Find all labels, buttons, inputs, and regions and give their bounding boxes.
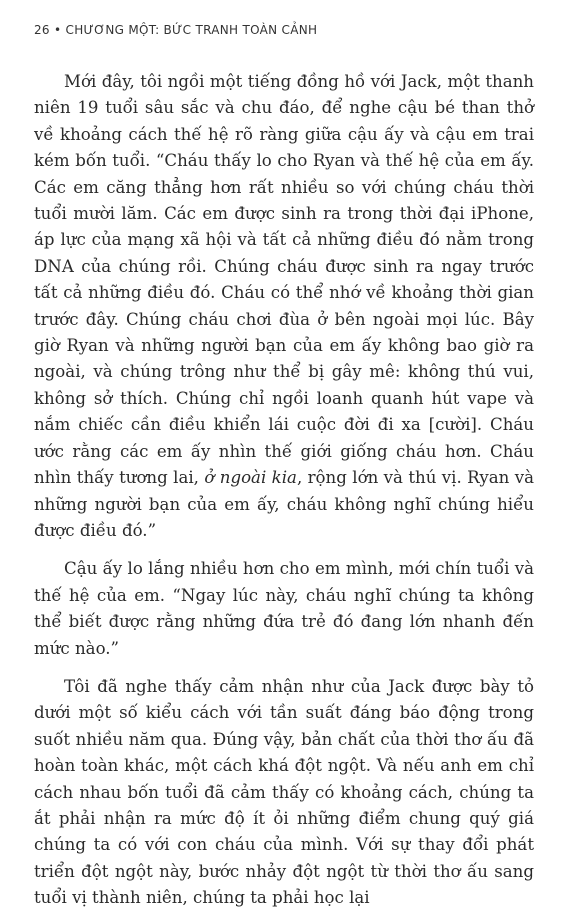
italic-phrase: ở ngoài kia — [204, 468, 297, 488]
paragraph-3: Tôi đã nghe thấy cảm nhận như của Jack được bày tỏ dưới một số kiểu cách với tần suất đáng báo động trong suốt nhiều năm qua. Đúng vậy, bản chất của thời thơ ấu đã hoàn toàn khác, một cách khá đột ngột. Và nếu anh em chỉ cách nhau bốn tuổi đã cảm thấy có khoảng cách, chúng ta ắt phải nhận ra mức độ ít ỏi những điểm chung quý giá chúng ta có với con cháu của mình. Với sự thay đổi phát triển đột ngột này, bước nhảy đột ngột từ thời thơ ấu sang tuổi vị thành niên, chúng ta phải học lại — [34, 676, 534, 908]
header-bullet: • — [54, 23, 62, 37]
chapter-title: CHƯƠNG MỘT: BỨC TRANH TOÀN CẢNH — [65, 23, 318, 37]
running-header — [34, 23, 317, 37]
body-text — [34, 69, 534, 924]
paragraph-1 — [34, 69, 534, 544]
page-number: 26 — [34, 23, 50, 37]
paragraph-2: Cậu ấy lo lắng nhiều hơn cho em mình, mới chín tuổi và thế hệ của em. “Ngay lúc này, cháu nghĩ chúng ta không thể biết được rằng những đứa trẻ đó đang lớn nhanh đến mức nào.” — [34, 559, 534, 658]
paragraph-1-text-a: Mới đây, tôi ngồi một tiếng đồng hồ với Jack, một thanh niên 19 tuổi sâu sắc và chu đáo, để nghe cậu bé than thở về khoảng cách thế hệ rõ ràng giữa cậu ấy và cậu em trai kém bốn tuổi. “Cháu thấy lo cho Ryan và thế hệ của em ấy. Các em căng thẳng hơn rất nhiều so với chúng cháu thời tuổi mười lăm. Các em được sinh ra trong thời đại iPhone, áp lực của mạng xã hội và tất cả những điều đó nằm trong DNA của chúng rồi. Chúng cháu được sinh ra ngay trước tất cả những điều đó. Cháu có thể nhớ về khoảng thời gian trước đây. Chúng cháu chơi đùa ở bên ngoài mọi lúc. Bây giờ Ryan và những người bạn của em ấy không bao giờ ra ngoài, và chúng trông như thể bị gây mê: không thú vui, không sở thích. Chúng chỉ ngồi loanh quanh hút vape và nắm chiếc cần điều khiển lái cuộc đời đi xa [cười]. Cháu ước rằng các em ấy nhìn thế giới giống cháu hơn. Cháu nhìn thấy tương lai, — [34, 72, 534, 488]
paragraph-1-text-b: , rộng lớn và thú vị. Ryan và những người bạn của em ấy, cháu không nghĩ chúng hiểu được điều đó.” — [34, 468, 535, 540]
